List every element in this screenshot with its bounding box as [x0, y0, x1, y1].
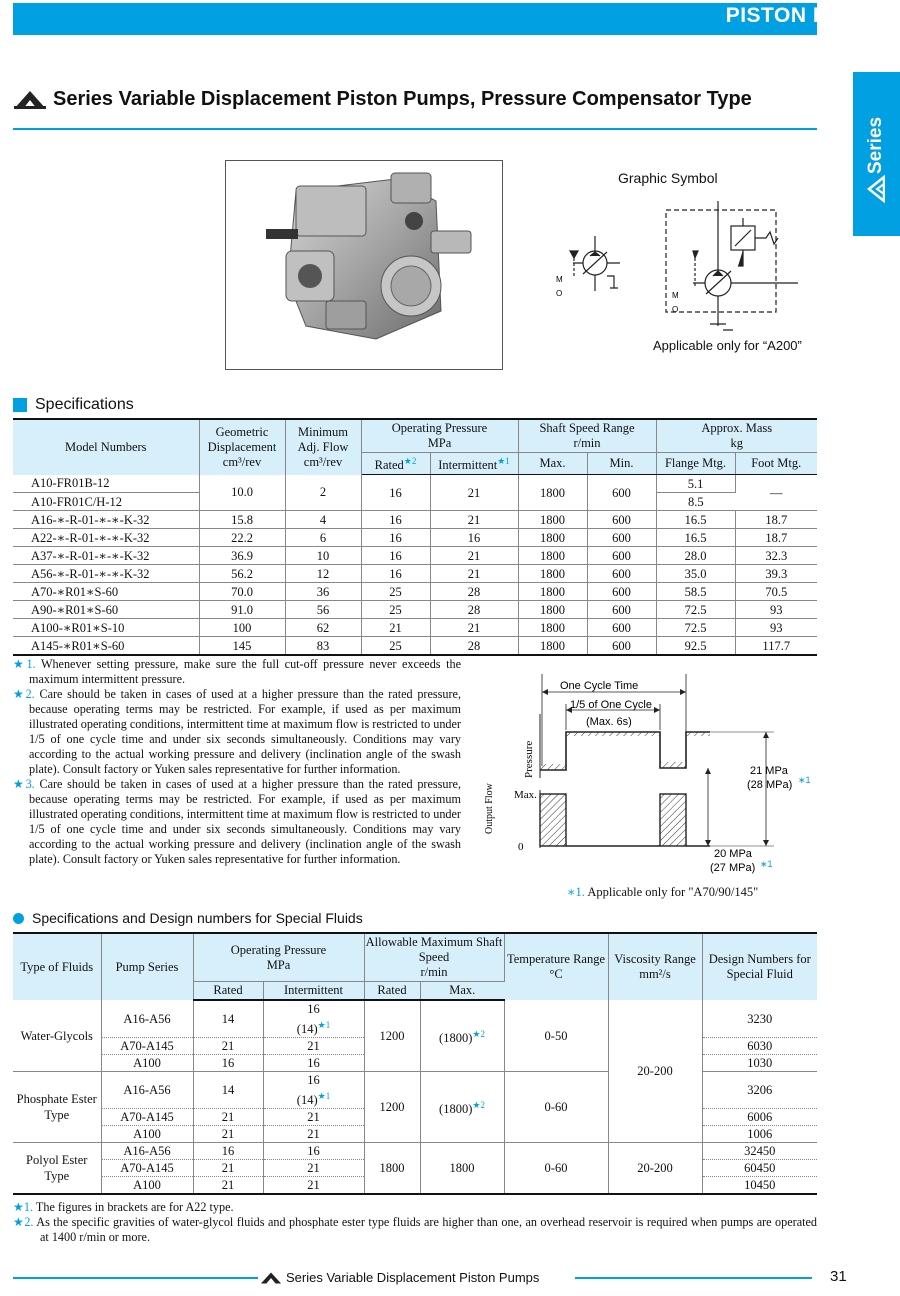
flange-cell: 16.5 [656, 511, 735, 529]
table-row [13, 583, 817, 601]
displacement-cell: 91.0 [199, 601, 285, 619]
model-cell: A37-∗-R-01-∗-∗-K-32 [13, 547, 199, 565]
header-title: PISTON PUMPS [725, 4, 890, 27]
foot-cell: — [735, 475, 817, 511]
min-flow-cell: 36 [285, 583, 361, 601]
header-fluid-type: Type of Fluids [13, 933, 101, 1000]
rated-cell: 25 [361, 601, 430, 619]
header-intermittent: Intermittent$^{★1}$ [430, 453, 518, 475]
fluid-type-cell: Polyol Ester Type [13, 1143, 101, 1195]
speed-min-cell: 600 [587, 511, 656, 529]
specifications-table [13, 418, 817, 656]
header-fluid-intermittent: Intermittent [263, 982, 364, 1001]
intermittent-cell: 21 [263, 1126, 364, 1143]
displacement-cell: 145 [199, 637, 285, 656]
series-cell: A16-A56 [101, 1000, 193, 1038]
note-item: ★3. Care should be taken in cases of used at a higher pressure than the rated pressure, because operating terms may be restricted. For example, if used as per maximum illustrated operating conditions, intermittent time at maximum flow is restricted to under 1/5 of one cycle time and under six seconds simultaneously. Conditions may vary according to the actual working pressure and delivery (inclination angle of the swash plate). Consult factory or Yuken sales representative for further information. [13, 777, 461, 866]
model-cell: A145-∗R01∗S-60 [13, 637, 199, 656]
intermittent-cell: 21 [430, 619, 518, 637]
displacement-cell: 100 [199, 619, 285, 637]
specifications-heading [13, 396, 134, 414]
rated-cell: 16 [361, 475, 430, 511]
speed-max-cell: 1800 [518, 565, 587, 583]
header-temperature: Temperature Range °C [504, 933, 608, 1000]
table-row [13, 511, 817, 529]
chart-note: ∗1. Applicable only for "A70/90/145" [567, 885, 759, 899]
rated-cell: 16 [193, 1055, 263, 1072]
header-flange: Flange Mtg. [656, 453, 735, 475]
rated-cell: 25 [361, 637, 430, 656]
header-pressure: Operating Pressure MPa [361, 419, 518, 453]
temperature-cell: 0-50 [504, 1000, 608, 1072]
foot-cell: 18.7 [735, 529, 817, 547]
rated-cell: 21 [361, 619, 430, 637]
page-heading-text: Series Variable Displacement Piston Pumps, Pressure Compensator Type [53, 88, 752, 110]
speed-max-cell: 1800 [518, 511, 587, 529]
circle-bullet-icon [13, 913, 24, 924]
intermittent-cell: 16 $(14)^{★1}$ [263, 1072, 364, 1109]
intermittent-cell: 21 [430, 565, 518, 583]
series-cell: A70-A145 [101, 1160, 193, 1177]
min-flow-cell: 2 [285, 475, 361, 511]
min-flow-cell: 10 [285, 547, 361, 565]
model-cell: A70-∗R01∗S-60 [13, 583, 199, 601]
low-pressure-alt-label: (27 MPa) [710, 862, 756, 874]
speed-rated-cell: 1200 [364, 1000, 420, 1072]
speed-min-cell: 600 [587, 547, 656, 565]
rated-cell: 16 [193, 1143, 263, 1160]
high-pressure-alt-label: (28 MPa) [747, 779, 793, 791]
model-cell: A100-∗R01∗S-10 [13, 619, 199, 637]
flange-cell: 72.5 [656, 619, 735, 637]
side-tab-label [858, 92, 894, 222]
footer-rule [575, 1277, 812, 1279]
speed-max-cell: 1800 [518, 637, 587, 656]
one-cycle-label: One Cycle Time [560, 680, 639, 692]
high-pressure-label: 21 MPa [750, 765, 788, 777]
spec-notes [13, 657, 461, 867]
speed-max-cell: 1800 [420, 1143, 504, 1195]
header-viscosity: Viscosity Range mm²/s [608, 933, 702, 1000]
fluid-type-cell: Phosphate Ester Type [13, 1072, 101, 1143]
fluids-heading-text: Specifications and Design numbers for Special Fluids [32, 910, 363, 926]
symbol-label-o: O [556, 289, 563, 298]
pump-illustration [226, 161, 502, 369]
flange-cell: 92.5 [656, 637, 735, 656]
table-row [13, 601, 817, 619]
speed-rated-cell: 1800 [364, 1143, 420, 1195]
speed-min-cell: 600 [587, 601, 656, 619]
speed-max-cell: 1800 [518, 601, 587, 619]
foot-cell: 70.5 [735, 583, 817, 601]
series-logo-icon [13, 90, 47, 110]
graphic-symbol-diagram [548, 196, 808, 336]
viscosity-cell: 20-200 [608, 1143, 702, 1195]
rated-cell: 21 [193, 1109, 263, 1126]
rated-cell: 14 [193, 1000, 263, 1038]
displacement-cell: 70.0 [199, 583, 285, 601]
rated-cell: 16 [361, 547, 430, 565]
rated-cell: 14 [193, 1072, 263, 1109]
min-flow-cell: 6 [285, 529, 361, 547]
rated-cell: 21 [193, 1160, 263, 1177]
design-number-cell: 3230 [702, 1000, 817, 1038]
header-speed-min: Min. [587, 453, 656, 475]
speed-min-cell: 600 [587, 619, 656, 637]
pressure-axis-label: Pressure [523, 740, 535, 778]
min-flow-cell: 62 [285, 619, 361, 637]
flange-cell: 8.5 [656, 493, 735, 511]
note-item: ★2. Care should be taken in cases of used at a higher pressure than the rated pressure, because operating terms may be restricted. For example, if used as per maximum illustrated operating conditions, intermittent time at maximum flow is restricted to under 1/5 of one cycle time and under six seconds simultaneously. Conditions may vary according to the actual working pressure and delivery (inclination angle of the swash plate). Consult factory or Yuken sales representative for further information. [13, 687, 461, 776]
model-cell: A10-FR01B-12 [13, 475, 199, 493]
intermittent-cell: 21 [263, 1177, 364, 1195]
rated-cell: 16 [361, 529, 430, 547]
table-row [13, 1143, 817, 1160]
footer-title-text: Series Variable Displacement Piston Pumps [286, 1270, 540, 1285]
series-logo-icon [867, 175, 885, 203]
min-flow-cell: 56 [285, 601, 361, 619]
intermittent-cell: 21 [430, 511, 518, 529]
model-cell: A56-∗-R-01-∗-∗-K-32 [13, 565, 199, 583]
model-cell: A16-∗-R-01-∗-∗-K-32 [13, 511, 199, 529]
header-fluid-speed-max: Max. [420, 982, 504, 1001]
heading-rule [13, 128, 817, 130]
design-number-cell: 32450 [702, 1143, 817, 1160]
intermittent-cell: 21 [263, 1109, 364, 1126]
header-fluid-speed: Allowable Maximum Shaft Speed r/min [364, 933, 504, 982]
header-model: Model Numbers [13, 419, 199, 475]
note-item: ★1. The figures in brackets are for A22 type. [13, 1200, 234, 1214]
flange-cell: 5.1 [656, 475, 735, 493]
header-speed-max: Max. [518, 453, 587, 475]
symbol-label-m: M [672, 291, 679, 300]
speed-max-cell: 1800 [518, 529, 587, 547]
flange-cell: 58.5 [656, 583, 735, 601]
intermittent-cell: 28 [430, 637, 518, 656]
max-6s-label: (Max. 6s) [586, 716, 632, 728]
flow-axis-label: Output Flow [484, 783, 495, 834]
design-number-cell: 1006 [702, 1126, 817, 1143]
design-number-cell: 60450 [702, 1160, 817, 1177]
series-cell: A70-A145 [101, 1109, 193, 1126]
displacement-cell: 56.2 [199, 565, 285, 583]
page-heading [13, 88, 752, 111]
intermittent-cell: 21 [263, 1038, 364, 1055]
table-row [13, 619, 817, 637]
flange-cell: 28.0 [656, 547, 735, 565]
fluid-notes [13, 1200, 817, 1245]
header-fluid-rated: Rated [193, 982, 263, 1001]
page-number: 31 [830, 1268, 847, 1285]
model-cell: A22-∗-R-01-∗-∗-K-32 [13, 529, 199, 547]
min-flow-cell: 12 [285, 565, 361, 583]
footer-title [260, 1270, 539, 1285]
intermittent-cell: 16 [263, 1143, 364, 1160]
speed-rated-cell: 1200 [364, 1072, 420, 1143]
flow-pulse-1 [540, 794, 566, 846]
foot-cell: 93 [735, 619, 817, 637]
speed-max-cell: 1800 [518, 475, 587, 511]
square-bullet-icon [13, 398, 27, 412]
series-cell: A16-A56 [101, 1143, 193, 1160]
model-cell: A90-∗R01∗S-60 [13, 601, 199, 619]
viscosity-cell: 20-200 [608, 1000, 702, 1143]
table-row [13, 637, 817, 656]
speed-min-cell: 600 [587, 475, 656, 511]
intermittent-cell: 16 $(14)^{★1}$ [263, 1000, 364, 1038]
header-bar [13, 3, 817, 35]
intermittent-cell: 21 [430, 547, 518, 565]
rated-cell: 21 [193, 1177, 263, 1195]
flange-cell: 35.0 [656, 565, 735, 583]
fifth-cycle-label: 1/5 of One Cycle [570, 699, 652, 711]
displacement-cell: 10.0 [199, 475, 285, 511]
max-flow-label: Max. [514, 789, 537, 801]
header-min-flow: Minimum Adj. Flow cm³/rev [285, 419, 361, 475]
symbol-label-o: O [672, 305, 679, 314]
foot-cell: 39.3 [735, 565, 817, 583]
displacement-cell: 36.9 [199, 547, 285, 565]
design-number-cell: 6006 [702, 1109, 817, 1126]
header-fluid-pressure: Operating Pressure MPa [193, 933, 364, 982]
min-flow-cell: 83 [285, 637, 361, 656]
foot-cell: 32.3 [735, 547, 817, 565]
model-cell: A10-FR01C/H-12 [13, 493, 199, 511]
intermittent-cell: 21 [430, 475, 518, 511]
header-fluid-speed-rated: Rated [364, 982, 420, 1001]
header-rated: Rated$^{★2}$ [361, 453, 430, 475]
intermittent-cell: 16 [263, 1055, 364, 1072]
footer-rule [13, 1277, 258, 1279]
speed-max-cell: 1800 [518, 547, 587, 565]
displacement-cell: 22.2 [199, 529, 285, 547]
special-fluids-table [13, 932, 817, 1195]
rated-cell: 21 [193, 1038, 263, 1055]
specifications-heading-text: Specifications [35, 396, 134, 413]
rated-cell: 21 [193, 1126, 263, 1143]
intermittent-cell: 28 [430, 583, 518, 601]
symbol-label-m: M [556, 275, 563, 284]
intermittent-cell: 21 [263, 1160, 364, 1177]
series-cell: A70-A145 [101, 1038, 193, 1055]
rated-cell: 25 [361, 583, 430, 601]
series-cell: A100 [101, 1177, 193, 1195]
intermittent-cell: 16 [430, 529, 518, 547]
design-number-cell: 3206 [702, 1072, 817, 1109]
table-row [13, 547, 817, 565]
header-pump-series: Pump Series [101, 933, 193, 1000]
temperature-cell: 0-60 [504, 1143, 608, 1195]
header-displacement: Geometric Displacement cm³/rev [199, 419, 285, 475]
fluid-type-cell: Water-Glycols [13, 1000, 101, 1072]
rated-cell: 16 [361, 511, 430, 529]
min-flow-cell: 4 [285, 511, 361, 529]
foot-cell: 93 [735, 601, 817, 619]
speed-max-cell: $(1800)^{★2}$ [420, 1000, 504, 1072]
temperature-cell: 0-60 [504, 1072, 608, 1143]
design-number-cell: 10450 [702, 1177, 817, 1195]
header-foot: Foot Mtg. [735, 453, 817, 475]
speed-max-cell: 1800 [518, 619, 587, 637]
table-row [13, 565, 817, 583]
foot-cell: 117.7 [735, 637, 817, 656]
high-pressure-mark: ∗1 [798, 775, 811, 785]
cycle-time-chart [470, 670, 815, 880]
side-tab-text: Series [865, 116, 886, 174]
speed-max-cell: 1800 [518, 583, 587, 601]
flow-pulse-2 [660, 794, 686, 846]
series-cell: A100 [101, 1126, 193, 1143]
note-item: ★1. Whenever setting pressure, make sure the full cut-off pressure never exceeds the maximum intermittent pressure. [13, 657, 461, 686]
series-cell: A16-A56 [101, 1072, 193, 1109]
low-pressure-mark: ∗1 [760, 859, 773, 869]
speed-min-cell: 600 [587, 529, 656, 547]
graphic-symbol-title: Graphic Symbol [618, 170, 718, 186]
graphic-symbol-caption: Applicable only for “A200” [653, 338, 802, 353]
flange-cell: 72.5 [656, 601, 735, 619]
speed-min-cell: 600 [587, 637, 656, 656]
intermittent-cell: 28 [430, 601, 518, 619]
rated-cell: 16 [361, 565, 430, 583]
product-photo [225, 160, 503, 370]
foot-cell: 18.7 [735, 511, 817, 529]
table-row [13, 1000, 817, 1038]
header-design-numbers: Design Numbers for Special Fluid [702, 933, 817, 1000]
series-cell: A100 [101, 1055, 193, 1072]
table-row [13, 475, 817, 493]
design-number-cell: 6030 [702, 1038, 817, 1055]
note-item: ★2. As the specific gravities of water-glycol fluids and phosphate ester type fluids are higher than one, an overhead reservoir is required when pumps are operated at 1400 r/min or more. [13, 1215, 817, 1244]
speed-max-cell: $(1800)^{★2}$ [420, 1072, 504, 1143]
header-mass: Approx. Mass kg [656, 419, 817, 453]
speed-min-cell: 600 [587, 583, 656, 601]
design-number-cell: 1030 [702, 1055, 817, 1072]
fluids-heading [13, 910, 363, 926]
flange-cell: 16.5 [656, 529, 735, 547]
speed-min-cell: 600 [587, 565, 656, 583]
displacement-cell: 15.8 [199, 511, 285, 529]
table-row [13, 529, 817, 547]
zero-label: 0 [518, 841, 524, 853]
low-pressure-label: 20 MPa [714, 848, 752, 860]
header-speed: Shaft Speed Range r/min [518, 419, 656, 453]
series-logo-icon [260, 1271, 282, 1285]
